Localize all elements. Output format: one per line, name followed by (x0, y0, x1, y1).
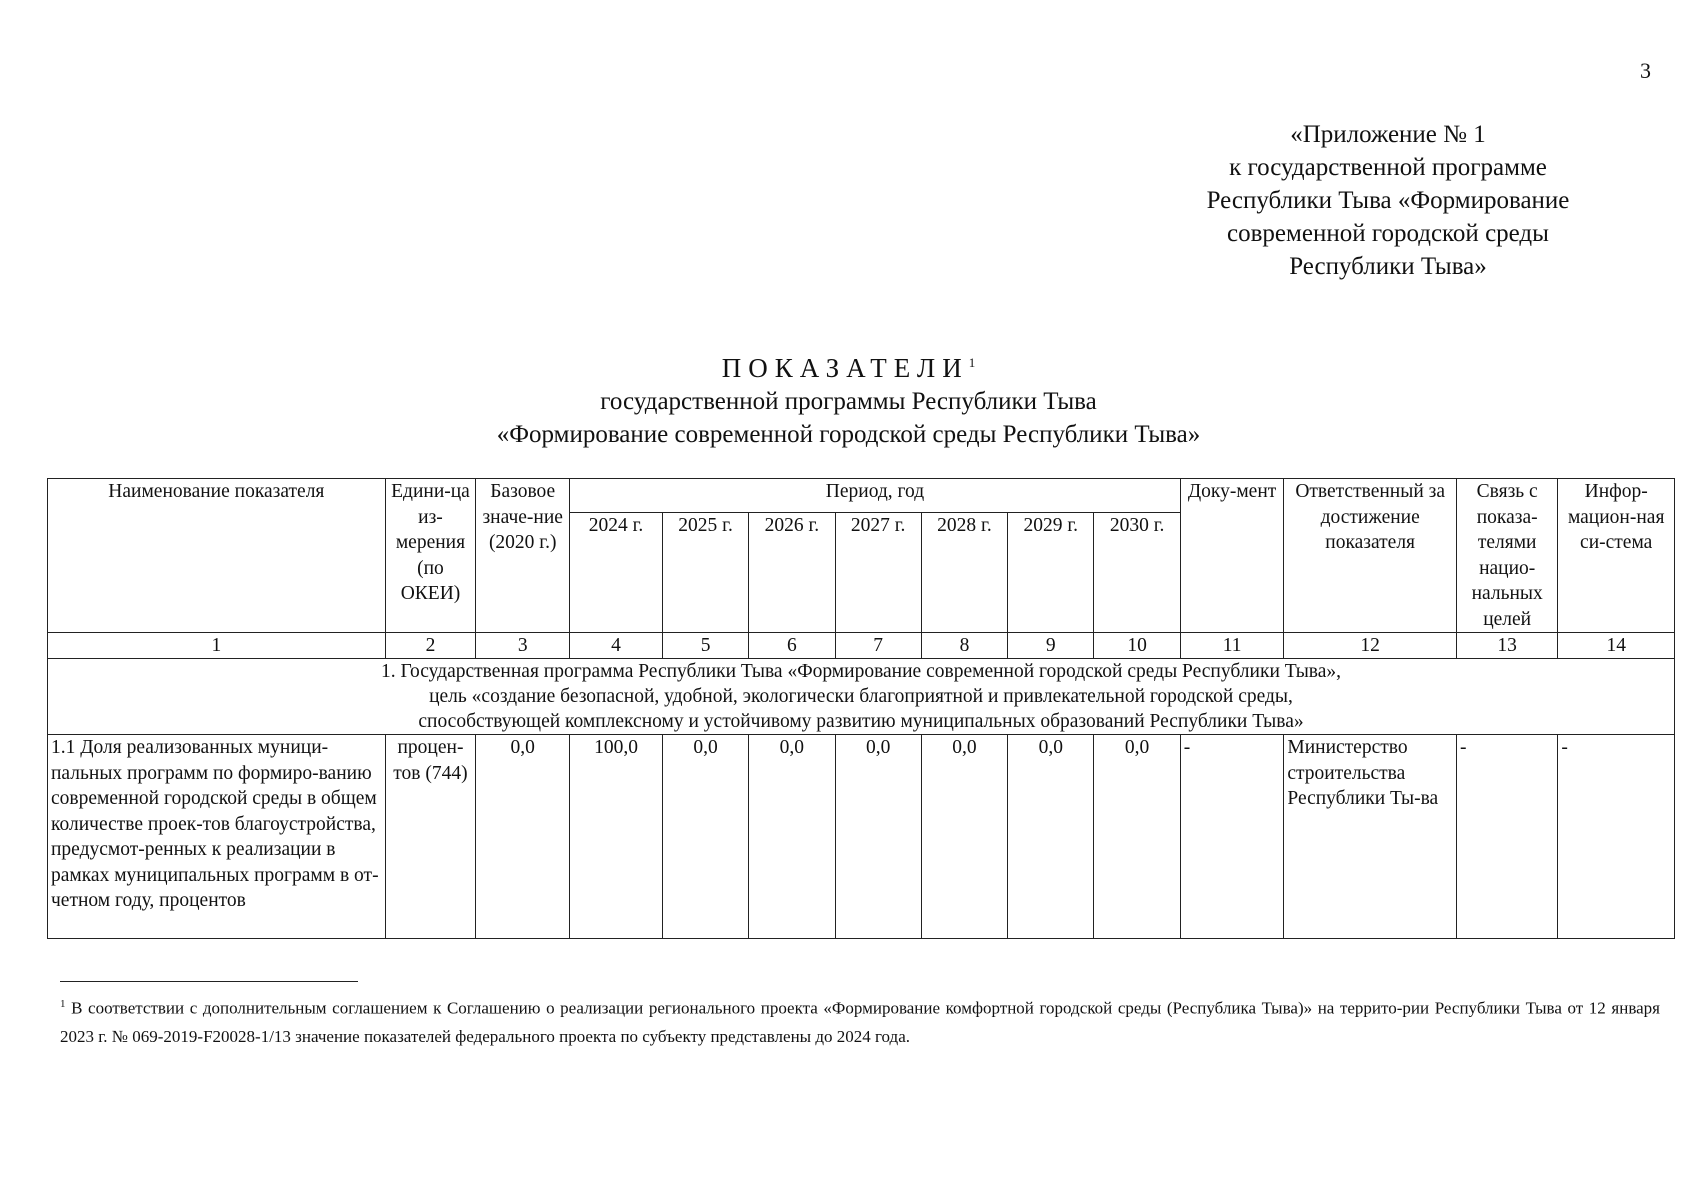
column-number: 3 (476, 633, 570, 659)
appendix-line: к государственной программе (1229, 154, 1547, 181)
footnote (60, 990, 1660, 1051)
footnote-text: В соответствии с дополнительным соглашением к Соглашению о реализации регионального проекта «Формирование комфортной городской среды (Республика Тыва)» на террито-рии Республики Тыва от 12 января 2023 г. № 069-2019-F20028-1/13 значение показателей федерального проекта по субъекту представлены до 2024 года. (60, 998, 1661, 1046)
header-row-1 (48, 479, 1675, 513)
header-document: Доку-мент (1180, 479, 1284, 633)
column-number: 14 (1558, 633, 1675, 659)
header-year: 2024 г. (570, 513, 663, 633)
appendix-line: Республики Тыва» (1289, 253, 1487, 280)
indicator-link: - (1456, 735, 1557, 939)
indicator-value: 100,0 (570, 735, 663, 939)
indicator-base: 0,0 (476, 735, 570, 939)
section-line: цель «создание безопасной, удобной, экологически благоприятной и привлекательной городской среды, (429, 686, 1293, 707)
column-number: 9 (1008, 633, 1094, 659)
header-responsible: Ответственный за достижение показателя (1284, 479, 1457, 633)
column-number: 2 (385, 633, 476, 659)
section-line: способствующей комплексному и устойчивому развитию муниципальных образований Республики Тыва» (418, 711, 1304, 732)
appendix-header (1138, 118, 1638, 283)
header-base: Базовое значе-ние (2020 г.) (476, 479, 570, 633)
title-line-2: государственной программы Республики Тыва (600, 388, 1097, 415)
column-number: 7 (835, 633, 921, 659)
header-year: 2028 г. (921, 513, 1007, 633)
section-line: 1. Государственная программа Республики Тыва «Формирование современной городской среды Республики Тыва», (380, 661, 1342, 682)
appendix-line: «Приложение № 1 (1290, 121, 1486, 148)
title-footnote-mark: 1 (968, 355, 976, 370)
indicator-document: - (1180, 735, 1284, 939)
column-number: 1 (48, 633, 386, 659)
indicators-table (47, 478, 1675, 939)
footnote-mark: 1 (60, 998, 66, 1010)
column-number: 4 (570, 633, 663, 659)
header-info: Инфор-мацион-ная си-стема (1558, 479, 1675, 633)
column-number: 11 (1180, 633, 1284, 659)
indicator-value: 0,0 (835, 735, 921, 939)
appendix-line: Республики Тыва «Формирование (1206, 187, 1570, 214)
header-link: Связь с показа-телями нацио-нальных целей (1456, 479, 1557, 633)
header-period: Период, год (570, 479, 1181, 513)
header-name: Наименование показателя (48, 479, 386, 633)
column-number: 8 (921, 633, 1007, 659)
indicator-value: 0,0 (921, 735, 1007, 939)
column-number: 5 (662, 633, 748, 659)
title-line-3: «Формирование современной городской среды Республики Тыва» (496, 421, 1201, 448)
footnote-divider (60, 981, 358, 982)
indicator-value: 0,0 (662, 735, 748, 939)
title-main-text: ПОКАЗАТЕЛИ (721, 353, 969, 383)
indicator-value: 0,0 (1008, 735, 1094, 939)
page-number: 3 (1640, 58, 1651, 83)
title-main (0, 346, 1697, 385)
header-year: 2025 г. (662, 513, 748, 633)
column-number: 12 (1284, 633, 1457, 659)
indicator-info: - (1558, 735, 1675, 939)
appendix-line: современной городской среды (1227, 220, 1549, 247)
column-number: 10 (1094, 633, 1180, 659)
header-year: 2026 г. (749, 513, 835, 633)
indicator-value: 0,0 (1094, 735, 1180, 939)
header-year: 2027 г. (835, 513, 921, 633)
header-year: 2030 г. (1094, 513, 1180, 633)
column-number: 6 (749, 633, 835, 659)
column-number: 13 (1456, 633, 1557, 659)
section-row (48, 659, 1675, 735)
document-title (0, 346, 1697, 451)
section-title (48, 659, 1675, 735)
header-unit: Едини-ца из-мерения (по ОКЕИ) (385, 479, 476, 633)
column-number-row (48, 633, 1675, 659)
indicator-unit: процен-тов (744) (385, 735, 476, 939)
header-year: 2029 г. (1008, 513, 1094, 633)
indicator-responsible: Министерство строительства Республики Ты-ва (1284, 735, 1457, 939)
indicator-name: 1.1 Доля реализованных муници-пальных программ по формиро-ванию современной городской среды в общем количестве проек-тов благоустройства, предусмот-ренных к реализации в рамках муниципальных программ в от-четном году, процентов (48, 735, 386, 939)
table-row (48, 735, 1675, 939)
indicator-value: 0,0 (749, 735, 835, 939)
